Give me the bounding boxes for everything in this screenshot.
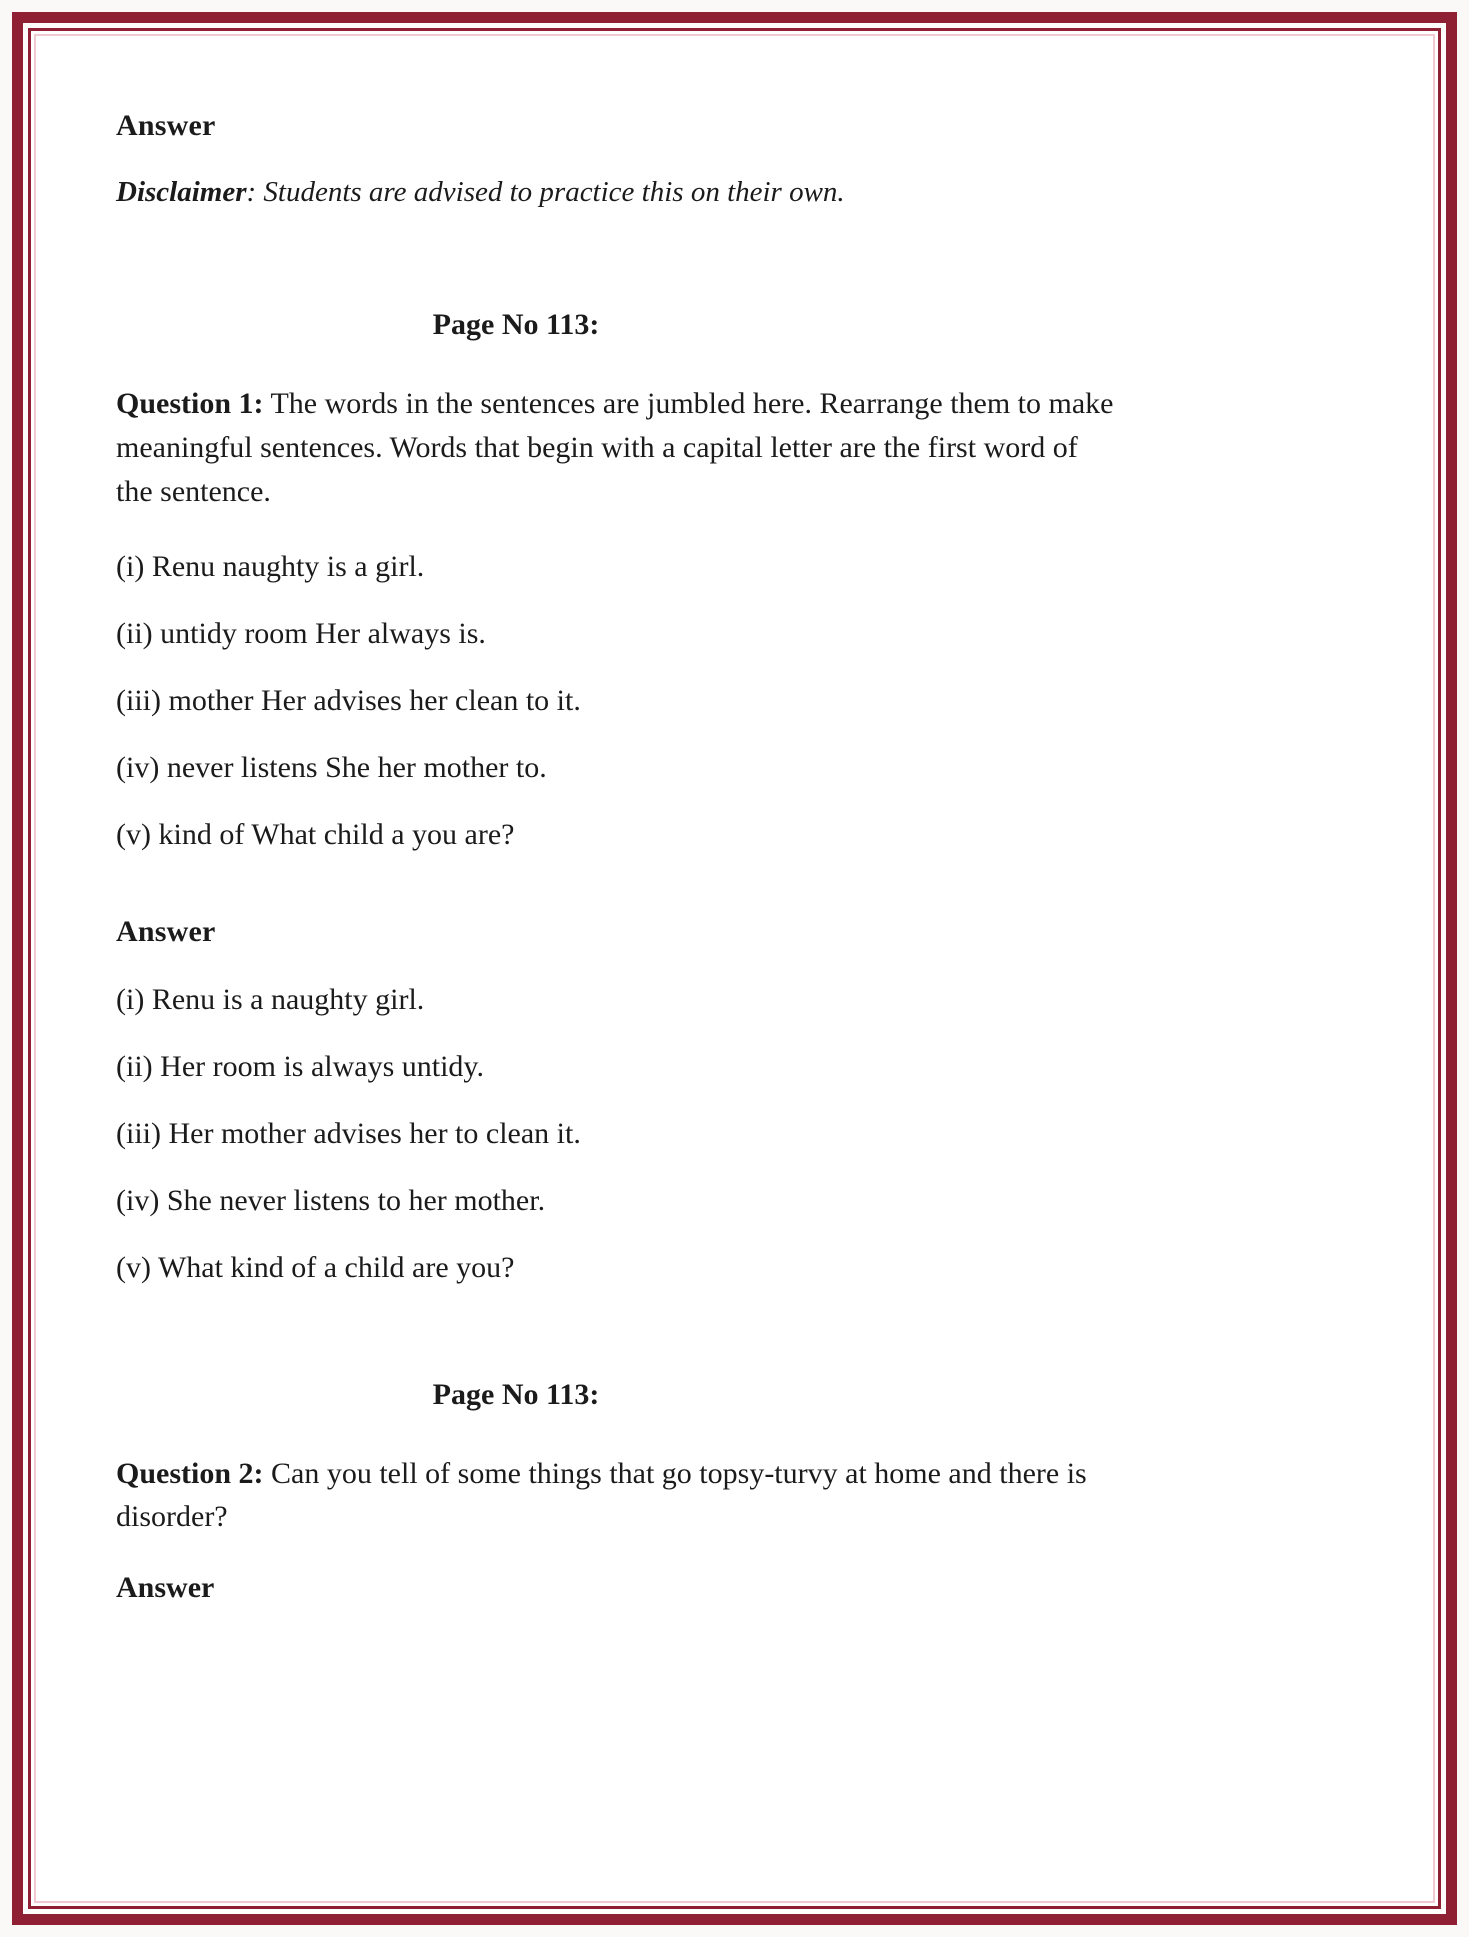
list-item: (iv) She never listens to her mother. xyxy=(116,1183,546,1217)
list-item: (ii) Her room is always untidy. xyxy=(116,1049,484,1083)
list-item: (iii) mother Her advises her clean to it. xyxy=(116,683,581,717)
list-item: (i) Renu is a naughty girl. xyxy=(116,982,425,1016)
list-item: (i) Renu naughty is a girl. xyxy=(116,549,425,583)
question-2-text: Can you tell of some things that go topsy-turvy at home and there is disorder? xyxy=(116,1456,1087,1534)
list-item: (v) What kind of a child are you? xyxy=(116,1250,515,1284)
answer-heading-top: Answer xyxy=(116,109,216,142)
document-content xyxy=(116,109,1116,1627)
question-2-label: Question 2: xyxy=(116,1456,264,1490)
question-1-paragraph xyxy=(116,382,1116,513)
list-item: (iii) Her mother advises her to clean it. xyxy=(116,1116,581,1150)
disclaimer-text: : Students are advised to practice this on their own. xyxy=(246,176,845,208)
disclaimer-paragraph xyxy=(116,173,1116,212)
frame-outer-border xyxy=(12,12,1457,1925)
page-heading-1: Page No 113: xyxy=(432,308,600,342)
list-item: (v) kind of What child a you are? xyxy=(116,817,515,851)
disclaimer-label: Disclaimer xyxy=(116,176,247,208)
answer-heading-question-2: Answer xyxy=(116,1571,215,1605)
answer-heading-question-1: Answer xyxy=(116,914,216,948)
spacer xyxy=(116,881,1116,915)
frame-inner-border xyxy=(28,28,1441,1909)
question-1-label: Question 1: xyxy=(116,387,264,421)
spacer xyxy=(116,1314,1116,1378)
page-heading-2: Page No 113: xyxy=(432,1377,600,1411)
list-item: (iv) never listens She her mother to. xyxy=(116,750,547,784)
list-item: (ii) untidy room Her always is. xyxy=(116,616,486,650)
question-1-text: The words in the sentences are jumbled here. Rearrange them to make meaningful sentences. Words that begin with a capital letter are the first word of the sentence. xyxy=(116,387,1114,508)
question-2-paragraph xyxy=(116,1452,1116,1540)
